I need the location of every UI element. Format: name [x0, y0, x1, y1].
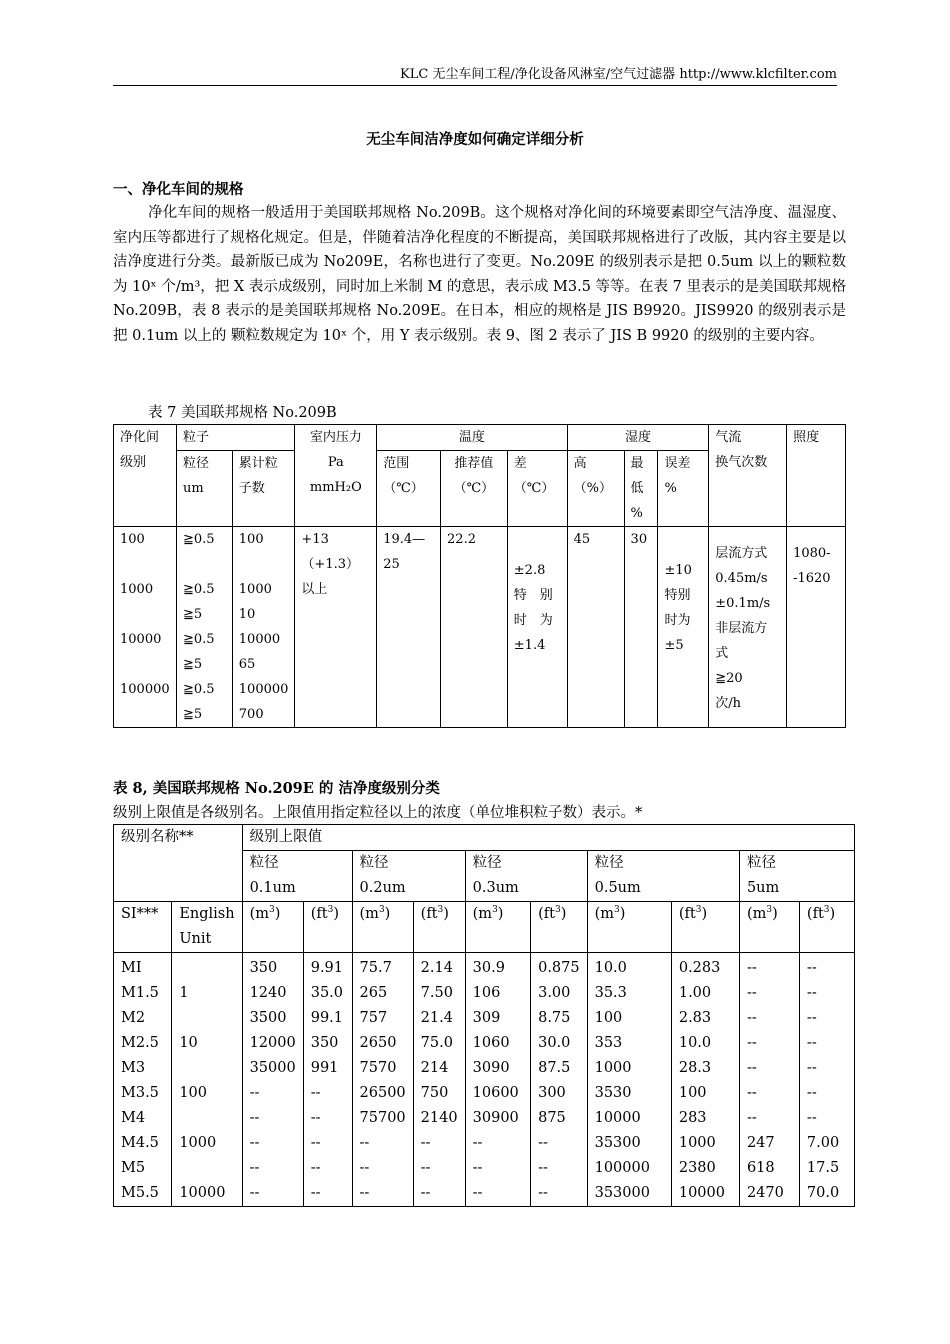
section-heading: 一、净化车间的规格 [113, 181, 244, 198]
t8-col-0-1-ft3: 9.91 35.0 99.1 350 991 -- -- -- -- -- [303, 953, 352, 1207]
t7-low-value: 30 [624, 527, 658, 728]
t7-high-value: 45 [567, 527, 624, 728]
t7-error-value: ±10 特别 时为 ±5 [658, 527, 709, 728]
t8-size-0-5: 粒径 0.5um [587, 851, 739, 902]
page-header: KLC 无尘车间工程/净化设备风淋室/空气过滤器 http://www.klcfilter.com [113, 66, 837, 86]
t8-english-names: 1 10 100 1000 10000 [172, 953, 242, 1207]
table8-caption: 表 8, 美国联邦规格 No.209E 的 洁净度级别分类 [113, 780, 440, 797]
t7-header-temp: 温度 [377, 425, 567, 451]
table8-note: 级别上限值是各级别名。上限值用指定粒径以上的浓度（单位堆积粒子数）表示。* [113, 805, 643, 821]
t8-col-5-ft3: -- -- -- -- -- -- -- 7.00 17.5 70.0 [799, 953, 854, 1207]
t7-header-illuminance: 照度 [787, 425, 846, 527]
t7-header-error: 误差 % [658, 451, 709, 527]
t8-unit-ft3: $(ft^3)$ [303, 902, 352, 953]
t8-col-5-m3: -- -- -- -- -- -- -- 247 618 2470 [739, 953, 799, 1207]
t7-header-particle: 粒子 [176, 425, 294, 451]
t8-header-english: English Unit [172, 902, 242, 953]
t7-recommended-value: 22.2 [441, 527, 508, 728]
t8-col-0-5-ft3: 0.283 1.00 2.83 10.0 28.3 100 283 1000 2380 10000 [671, 953, 739, 1207]
t7-header-recommended: 推荐值 （℃） [441, 451, 508, 527]
t7-header-count: 累计粒 子数 [232, 451, 295, 527]
t8-header-name: 级别名称** [114, 825, 243, 902]
t8-col-0-2-m3: 75.7 265 757 2650 7570 26500 75700 -- -- -- [352, 953, 413, 1207]
t7-size-values: ≧0.5 ≧0.5 ≧5 ≧0.5 ≧5 ≧0.5 ≧5 [176, 527, 232, 728]
t7-range-value: 19.4— 25 [377, 527, 441, 728]
t8-unit-m3: $(m^3)$ [242, 902, 303, 953]
t7-header-humidity: 湿度 [567, 425, 709, 451]
paragraph-text: 净化车间的规格一般适用于美国联邦规格 No.209B。这个规格对净化间的环境要素即空气洁净度、温湿度、室内压等都进行了规格化规定。但是，伴随着洁净化程度的不断提高，美国联邦规格进行了改版，其内容主要是以洁净度进行分类。最新版已成为 No209E，名称也进行了变更。No.209E 的级别表示是把 0.5um 以上的颗粒数为 10ˣ 个/m³，把 X 表示成级别，同时加上米制 M 的意思，表示成 M3.5 等等。在表 7 里表示的是美国联邦规格 No.209B，表 8 表示的是美国联邦规格 No.209E。在日本，相应的规格是 JIS B9920。JIS9920 的级别表示是把 0.1um 以上的 颗粒数规定为 10ˣ 个，用 Y 表示级别。表 9、图 2 表示了 JIS B 9920 的级别的主要内容。 [113, 205, 846, 344]
t8-size-5: 粒径 5um [739, 851, 854, 902]
t8-col-0-2-ft3: 2.14 7.50 21.4 75.0 214 750 2140 -- -- -- [413, 953, 465, 1207]
t7-airflow-value: 层流方式 0.45m/s ±0.1m/s 非层流方 式 ≧20 次/h [709, 527, 787, 728]
t8-size-0-3: 粒径 0.3um [465, 851, 587, 902]
t8-unit-ft3: $(ft^3)$ [799, 902, 854, 953]
document-title: 无尘车间洁净度如何确定详细分析 [366, 131, 584, 148]
t7-header-size: 粒径 um [176, 451, 232, 527]
t8-unit-m3: $(m^3)$ [587, 902, 671, 953]
t7-header-airflow: 气流 换气次数 [709, 425, 787, 527]
t8-unit-m3: $(m^3)$ [465, 902, 530, 953]
t7-class-values: 100 1000 10000 100000 [114, 527, 177, 728]
t8-size-0-1: 粒径 0.1um [242, 851, 352, 902]
body-paragraph [113, 201, 846, 348]
t7-count-values: 100 1000 10 10000 65 100000 700 [232, 527, 295, 728]
t7-header-high: 高 （%） [567, 451, 624, 527]
t7-illuminance-value: 1080- -1620 [787, 527, 846, 728]
t8-unit-m3: $(m^3)$ [352, 902, 413, 953]
t8-si-names: MI M1.5 M2 M2.5 M3 M3.5 M4 M4.5 M5 M5.5 [114, 953, 172, 1207]
t8-col-0-3-ft3: 0.875 3.00 8.75 30.0 87.5 300 875 -- -- -- [531, 953, 588, 1207]
t7-header-range: 范围 （℃） [377, 451, 441, 527]
table7 [113, 424, 846, 728]
t8-unit-m3: $(m^3)$ [739, 902, 799, 953]
t8-unit-ft3: $(ft^3)$ [531, 902, 588, 953]
t8-col-0-3-m3: 30.9 106 309 1060 3090 10600 30900 -- -- -- [465, 953, 530, 1207]
t8-unit-ft3: $(ft^3)$ [413, 902, 465, 953]
t7-header-low: 最 低 % [624, 451, 658, 527]
t8-col-0-1-m3: 350 1240 3500 12000 35000 -- -- -- -- -- [242, 953, 303, 1207]
t7-diff-value: ±2.8 特 别 时 为 ±1.4 [507, 527, 567, 728]
t8-unit-ft3: $(ft^3)$ [671, 902, 739, 953]
t7-header-diff: 差 （℃） [507, 451, 567, 527]
table7-caption: 表 7 美国联邦规格 No.209B [148, 405, 337, 421]
t8-size-0-2: 粒径 0.2um [352, 851, 465, 902]
table8 [113, 824, 855, 1207]
t8-col-0-5-m3: 10.0 35.3 100 353 1000 3530 10000 35300 100000 353000 [587, 953, 671, 1207]
t8-header-si: SI*** [114, 902, 172, 953]
t8-header-limit: 级别上限值 [242, 825, 854, 851]
t7-pressure-value: +13 （+1.3） 以上 [295, 527, 377, 728]
t7-header-class: 净化间 级别 [114, 425, 177, 527]
t7-header-pressure: 室内压力 Pa mmH₂O [295, 425, 377, 527]
